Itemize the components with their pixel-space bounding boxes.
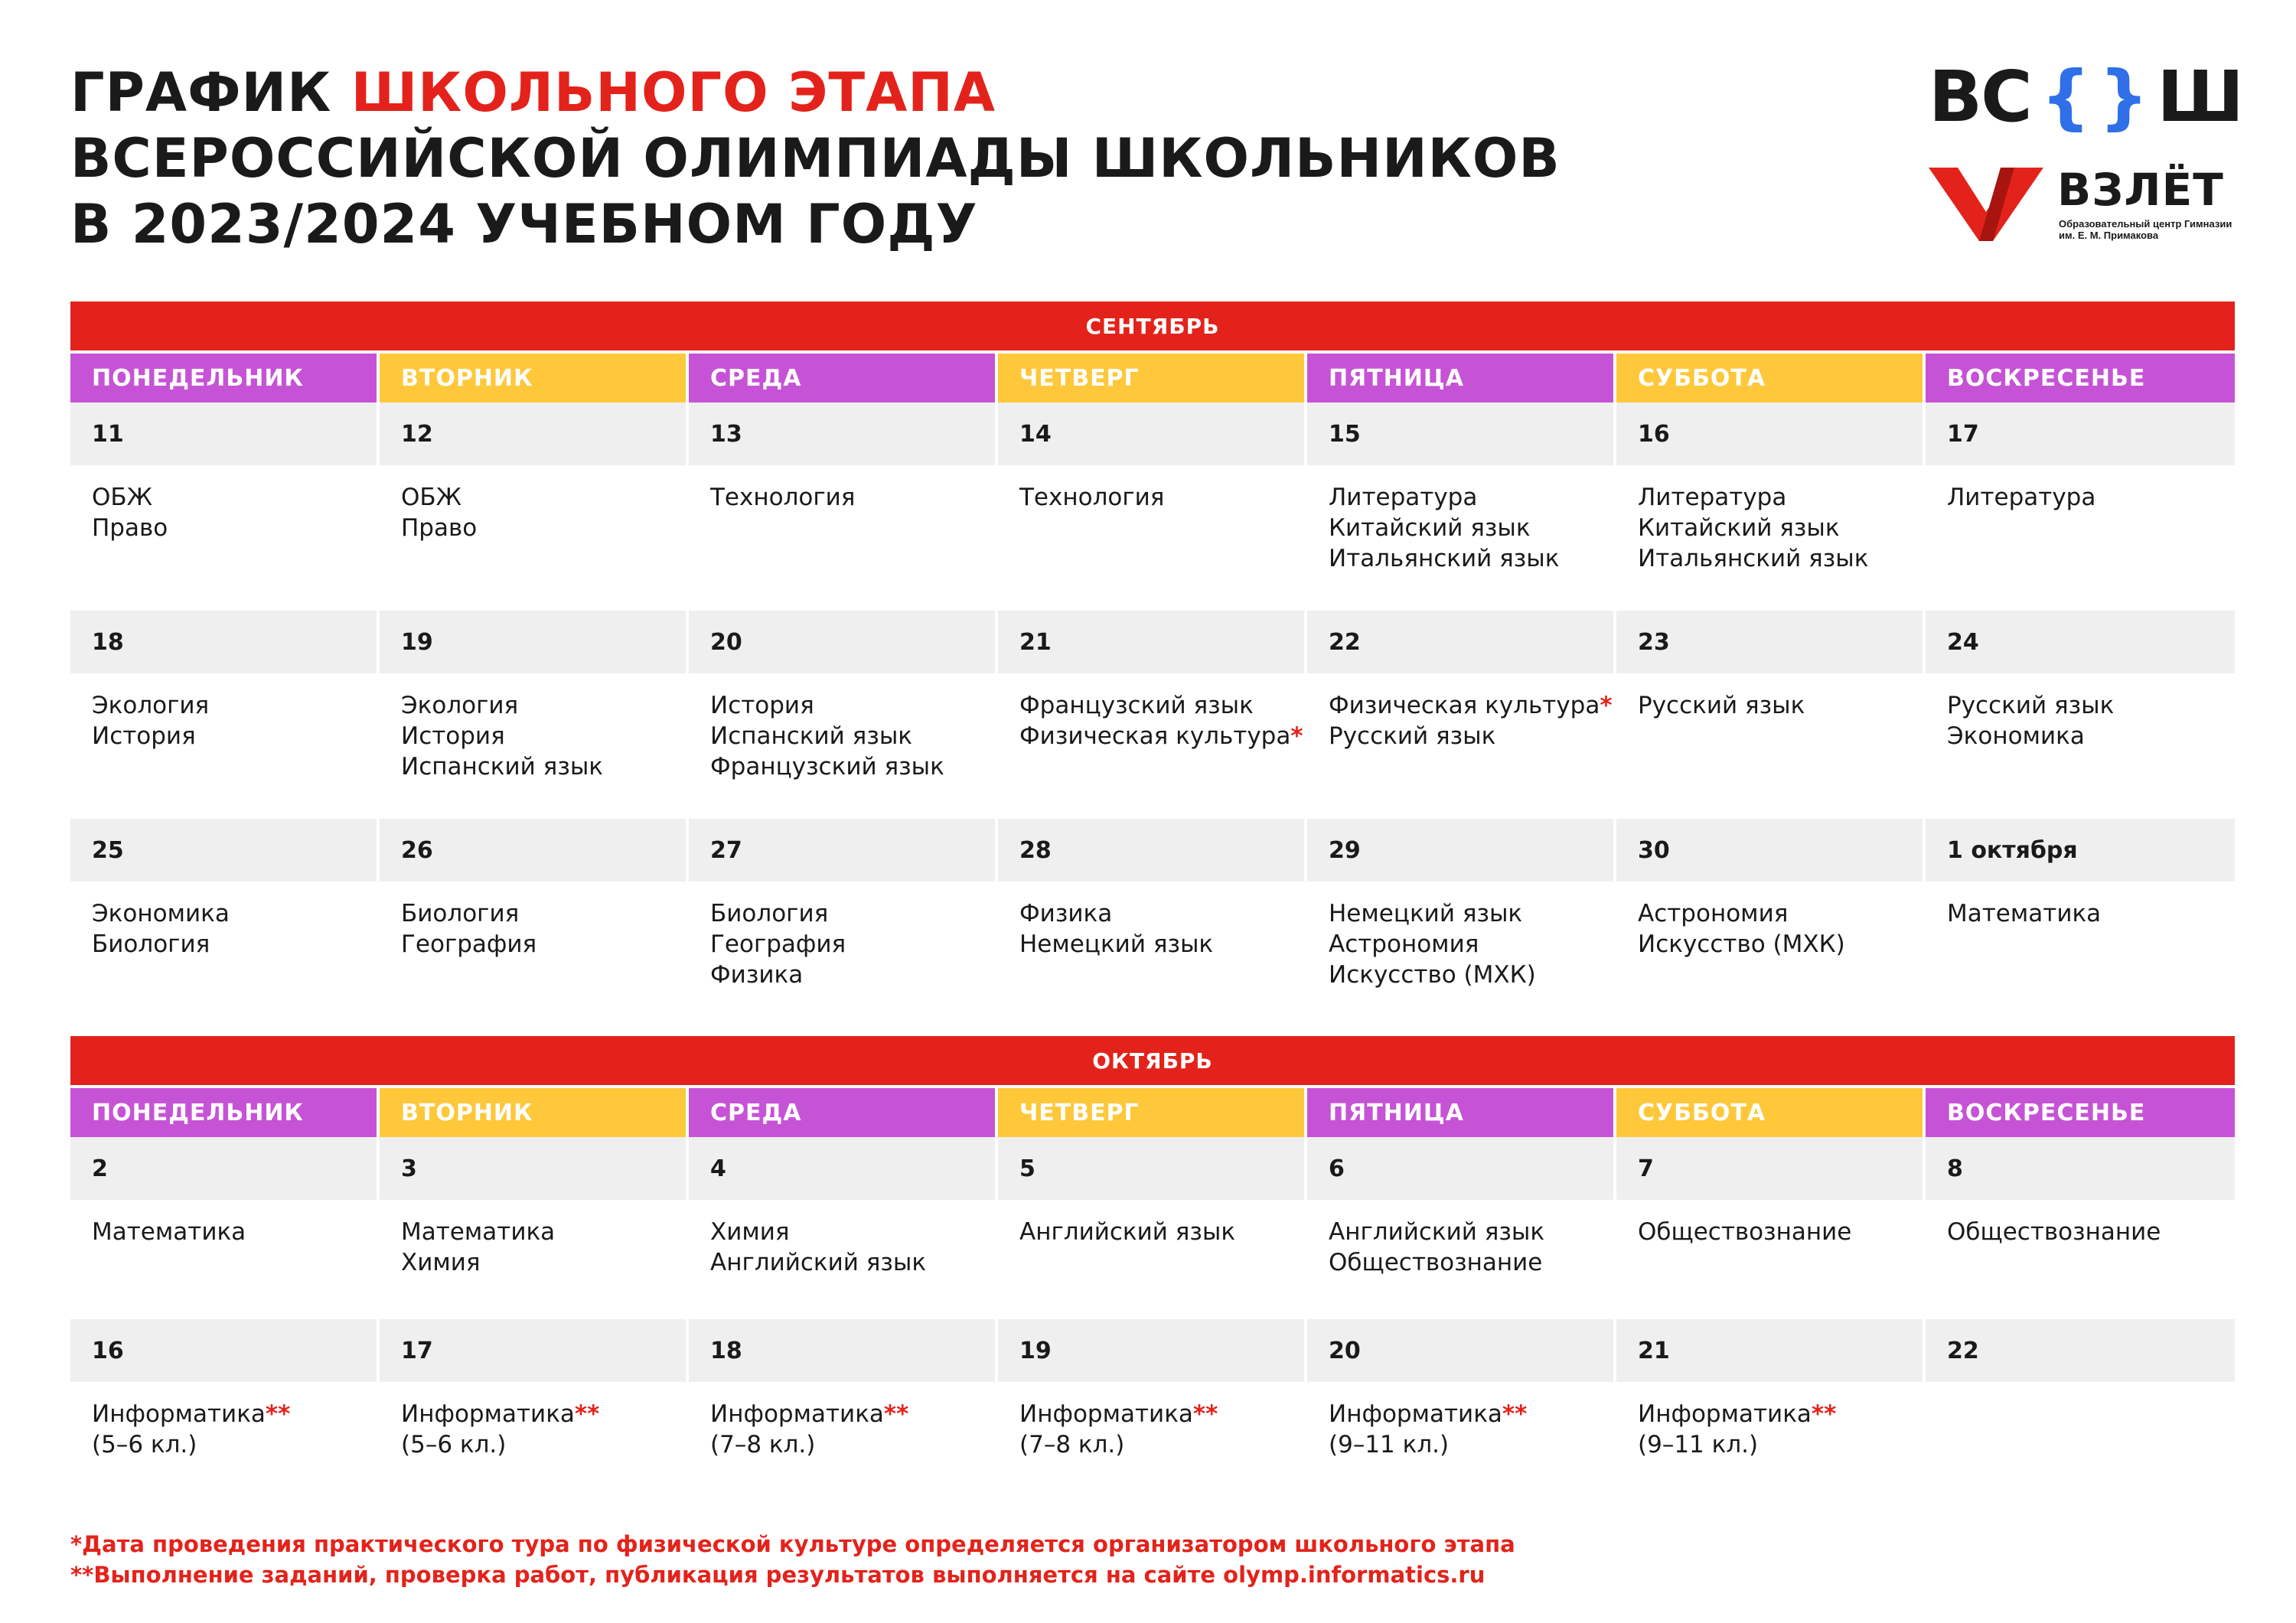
day-date: 21 — [1616, 1319, 1923, 1382]
day-date: 16 — [70, 1319, 377, 1382]
subject-item — [1638, 898, 1923, 929]
weekday-header: ВТОРНИК — [380, 354, 686, 402]
calendar-day — [689, 819, 995, 1030]
calendar-day — [1926, 402, 2235, 611]
calendar-day — [70, 1319, 377, 1495]
title-line-1-highlight: ШКОЛЬНОГО ЭТАПА — [351, 61, 996, 124]
day-subjects — [1616, 673, 1923, 721]
day-date: 22 — [1926, 1319, 2235, 1382]
subject-item — [710, 1217, 995, 1247]
vsosh-logo-left: ВС — [1929, 56, 2031, 138]
calendar-day — [689, 1319, 995, 1495]
day-date: 24 — [1926, 611, 2235, 673]
subject-name: Право — [401, 514, 478, 542]
day-subjects — [1926, 882, 2235, 929]
october-weeks — [70, 1137, 2235, 1495]
footnote-marker: ** — [265, 1400, 291, 1428]
subject-name: (9–11 кл.) — [1638, 1431, 1759, 1458]
calendar-day — [380, 819, 686, 1030]
subject-item — [1947, 482, 2235, 513]
day-subjects — [70, 1200, 377, 1247]
calendar-day — [380, 1137, 686, 1319]
calendar-day — [1307, 1319, 1613, 1495]
subject-item — [710, 1429, 995, 1460]
month-bar-september: СЕНТЯБРЬ — [70, 301, 2235, 350]
subject-name: Литература — [1329, 484, 1478, 511]
subject-item — [1638, 1217, 1923, 1247]
vsosh-logo-brace-close: } — [2099, 56, 2148, 138]
subject-name: Физика — [710, 961, 804, 989]
day-date: 3 — [380, 1137, 686, 1200]
subject-item — [1638, 1399, 1923, 1429]
day-subjects — [1926, 1200, 2235, 1247]
day-date: 18 — [70, 611, 377, 673]
weekday-header: ПОНЕДЕЛЬНИК — [70, 1088, 377, 1137]
calendar-day — [1307, 611, 1613, 819]
subject-name: Экология — [92, 692, 210, 719]
subject-item — [710, 929, 995, 960]
day-subjects — [689, 673, 995, 782]
day-subjects — [1926, 673, 2235, 751]
calendar-day — [1307, 1137, 1613, 1319]
subject-name: Литература — [1947, 484, 2096, 511]
day-subjects — [998, 1200, 1304, 1247]
calendar-day — [1307, 819, 1613, 1030]
subject-name: Математика — [1947, 900, 2102, 927]
subject-item — [710, 1399, 995, 1429]
subject-name: Обществознание — [1329, 1249, 1543, 1276]
day-date: 15 — [1307, 402, 1613, 465]
footnotes — [70, 1529, 1515, 1590]
subject-name: Русский язык — [1329, 722, 1496, 750]
subject-name: Итальянский язык — [1329, 545, 1560, 572]
subject-item — [710, 960, 995, 990]
subject-item — [401, 751, 686, 782]
day-subjects — [70, 882, 377, 960]
subject-name: Английский язык — [710, 1249, 927, 1276]
footnote-marker: ** — [1811, 1400, 1837, 1428]
day-subjects — [998, 673, 1304, 751]
subject-item — [710, 751, 995, 782]
calendar-day — [1926, 1137, 2235, 1319]
weekday-header-row — [70, 1088, 2235, 1137]
footnote-marker: ** — [1192, 1400, 1218, 1428]
subject-item — [1019, 1217, 1304, 1247]
subject-name: Биология — [401, 900, 520, 927]
subject-item — [401, 1399, 686, 1429]
subject-name: Искусство (МХК) — [1329, 961, 1536, 989]
weekday-header: СУББОТА — [1616, 354, 1923, 402]
subject-name: География — [710, 930, 846, 958]
subject-item — [1329, 1217, 1613, 1247]
vzlet-logo — [1929, 165, 2242, 249]
subject-item — [1329, 543, 1613, 574]
day-date: 20 — [689, 611, 995, 673]
subject-item — [710, 898, 995, 929]
subject-name: Информатика — [1019, 1400, 1193, 1428]
subject-name: История — [710, 692, 814, 719]
calendar-day — [70, 1137, 377, 1319]
calendar-day — [70, 611, 377, 819]
september-calendar — [70, 301, 2235, 1030]
subject-item — [1019, 1429, 1304, 1460]
subject-name: Экономика — [1947, 722, 2085, 750]
subject-item — [1638, 543, 1923, 574]
calendar-day — [998, 819, 1304, 1030]
footnote-marker: ** — [574, 1400, 600, 1428]
calendar-day — [380, 1319, 686, 1495]
subject-item — [401, 898, 686, 929]
calendar-day — [1926, 819, 2235, 1030]
subject-name: Итальянский язык — [1638, 545, 1869, 572]
day-date: 19 — [380, 611, 686, 673]
weekday-header: ПЯТНИЦА — [1307, 1088, 1613, 1137]
weekday-header: ВОСКРЕСЕНЬЕ — [1926, 1088, 2235, 1137]
subject-name: Китайский язык — [1329, 514, 1531, 542]
day-subjects — [70, 465, 377, 543]
day-date: 17 — [380, 1319, 686, 1382]
calendar-day — [998, 1319, 1304, 1495]
subject-name: Физика — [1019, 900, 1113, 927]
calendar-week — [70, 1319, 2235, 1495]
vzlet-check-icon — [1929, 168, 2043, 241]
day-subjects — [689, 1200, 995, 1278]
subject-name: Обществознание — [1947, 1218, 2161, 1246]
september-weeks — [70, 402, 2235, 1030]
subject-item — [710, 690, 995, 721]
title-line-3: В 2023/2024 УЧЕБНОМ ГОДУ — [70, 193, 978, 256]
subject-name: Экология — [401, 692, 519, 719]
weekday-header: СРЕДА — [689, 354, 995, 402]
day-subjects — [1616, 1382, 1923, 1460]
day-subjects — [1926, 465, 2235, 513]
day-date: 18 — [689, 1319, 995, 1382]
day-date: 22 — [1307, 611, 1613, 673]
subject-item — [1638, 482, 1923, 513]
footnote-informatics: **Выполнение заданий, проверка работ, публикация результатов выполняется на сайте olymp.informatics.ru — [70, 1562, 1486, 1588]
calendar-day — [1616, 402, 1923, 611]
subject-item — [1329, 482, 1613, 513]
subject-item — [401, 721, 686, 751]
day-date: 30 — [1616, 819, 1923, 882]
subject-name: Немецкий язык — [1019, 930, 1214, 958]
subject-item — [92, 690, 377, 721]
subject-name: Технология — [710, 484, 856, 511]
title-line-1-prefix: ГРАФИК — [70, 61, 351, 124]
subject-item — [710, 721, 995, 751]
calendar-day — [1616, 819, 1923, 1030]
weekday-header: ЧЕТВЕРГ — [998, 1088, 1304, 1137]
subject-item — [401, 929, 686, 960]
day-subjects — [1307, 673, 1613, 751]
day-date: 26 — [380, 819, 686, 882]
day-subjects — [70, 1382, 377, 1460]
day-date: 21 — [998, 611, 1304, 673]
day-date: 2 — [70, 1137, 377, 1200]
subject-name: (5–6 кл.) — [401, 1431, 507, 1458]
day-subjects — [1616, 1200, 1923, 1247]
day-subjects — [1926, 1382, 2235, 1399]
subject-name: Физическая культура — [1329, 692, 1600, 719]
day-subjects — [380, 1382, 686, 1460]
calendar-day — [998, 1137, 1304, 1319]
day-subjects — [998, 1382, 1304, 1460]
day-date: 17 — [1926, 402, 2235, 465]
vsosh-logo-right: Ш — [2157, 56, 2242, 138]
page-title — [70, 60, 1561, 257]
subject-name: Астрономия — [1329, 930, 1479, 958]
subject-name: История — [92, 722, 196, 750]
subject-name: Испанский язык — [401, 753, 604, 781]
subject-item — [92, 898, 377, 929]
subject-name: Математика — [92, 1218, 246, 1246]
day-subjects — [1307, 1200, 1613, 1278]
calendar-day — [689, 611, 995, 819]
vzlet-logo-subtitle: Образовательный центр Гимназии им. Е. М. Примакова — [2059, 218, 2232, 241]
subject-item — [1329, 1247, 1613, 1278]
vzlet-logo-name: ВЗЛЁТ — [2057, 164, 2224, 216]
subject-item — [1019, 690, 1304, 721]
subject-name: Обществознание — [1638, 1218, 1852, 1246]
subject-item — [1947, 690, 2235, 721]
subject-item — [92, 1429, 377, 1460]
calendar-week — [70, 611, 2235, 819]
subject-item — [1019, 898, 1304, 929]
day-subjects — [1307, 1382, 1613, 1460]
subject-item — [92, 482, 377, 513]
subject-name: Русский язык — [1638, 692, 1805, 719]
weekday-header: ПЯТНИЦА — [1307, 354, 1613, 402]
subject-item — [1329, 513, 1613, 543]
subject-name: Информатика — [92, 1400, 266, 1428]
calendar-day — [689, 402, 995, 611]
weekday-header: ВТОРНИК — [380, 1088, 686, 1137]
calendar-day — [1616, 1319, 1923, 1495]
footnote-physical-education: *Дата проведения практического тура по физической культуре определяется организатором школьного этапа — [70, 1531, 1515, 1557]
subject-name: Право — [92, 514, 168, 542]
calendar-day — [689, 1137, 995, 1319]
day-date: 8 — [1926, 1137, 2235, 1200]
subject-name: ОБЖ — [92, 484, 153, 511]
month-bar-october: ОКТЯБРЬ — [70, 1036, 2235, 1085]
subject-item — [92, 513, 377, 543]
subject-name: Французский язык — [1019, 692, 1254, 719]
subject-item — [1638, 1429, 1923, 1460]
day-subjects — [998, 465, 1304, 513]
title-line-2: ВСЕРОССИЙСКОЙ ОЛИМПИАДЫ ШКОЛЬНИКОВ — [70, 127, 1561, 190]
subject-name: Английский язык — [1329, 1218, 1545, 1246]
calendar-day — [380, 611, 686, 819]
subject-item — [1638, 929, 1923, 960]
calendar-day — [1926, 1319, 2235, 1495]
day-subjects — [380, 1200, 686, 1278]
day-subjects — [998, 882, 1304, 960]
subject-item — [1329, 1399, 1613, 1429]
subject-name: Испанский язык — [710, 722, 913, 750]
subject-name: Французский язык — [710, 753, 944, 781]
calendar-day — [1307, 402, 1613, 611]
subject-item — [710, 482, 995, 513]
subject-name: Информатика — [710, 1400, 884, 1428]
calendar-day — [998, 402, 1304, 611]
day-subjects — [380, 465, 686, 543]
weekday-header: ПОНЕДЕЛЬНИК — [70, 354, 377, 402]
subject-name: (5–6 кл.) — [92, 1431, 197, 1458]
weekday-header: ЧЕТВЕРГ — [998, 354, 1304, 402]
vsosh-logo — [1929, 56, 2242, 138]
subject-item — [1329, 960, 1613, 990]
subject-name: Информатика — [1638, 1400, 1812, 1428]
subject-name: Химия — [710, 1218, 790, 1246]
subject-item — [92, 929, 377, 960]
weekday-header: СУББОТА — [1616, 1088, 1923, 1137]
calendar-week — [70, 402, 2235, 611]
footnote-marker: * — [1290, 722, 1303, 750]
subject-name: Искусство (МХК) — [1638, 930, 1845, 958]
subject-item — [1329, 898, 1613, 929]
subject-name: Биология — [92, 930, 210, 958]
day-date: 25 — [70, 819, 377, 882]
subject-item — [1638, 513, 1923, 543]
weekday-header: ВОСКРЕСЕНЬЕ — [1926, 354, 2235, 402]
subject-name: (7–8 кл.) — [710, 1431, 816, 1458]
day-subjects — [380, 882, 686, 960]
day-date: 7 — [1616, 1137, 1923, 1200]
subject-name: Китайский язык — [1638, 514, 1840, 542]
day-date: 11 — [70, 402, 377, 465]
subject-name: Русский язык — [1947, 692, 2115, 719]
subject-item — [92, 1399, 377, 1429]
subject-name: Биология — [710, 900, 829, 927]
subject-name: Немецкий язык — [1329, 900, 1523, 927]
subject-name: Астрономия — [1638, 900, 1789, 927]
subject-item — [1019, 1399, 1304, 1429]
subject-item — [401, 690, 686, 721]
footnote-marker: ** — [883, 1400, 909, 1428]
day-date: 28 — [998, 819, 1304, 882]
subject-item — [1019, 721, 1304, 751]
subject-item — [401, 1217, 686, 1247]
day-date: 4 — [689, 1137, 995, 1200]
day-date: 14 — [998, 402, 1304, 465]
day-subjects — [689, 465, 995, 513]
subject-item — [92, 721, 377, 751]
day-subjects — [1307, 465, 1613, 574]
day-subjects — [1307, 882, 1613, 990]
subject-item — [1019, 482, 1304, 513]
day-date: 1 октября — [1926, 819, 2235, 882]
day-subjects — [380, 673, 686, 782]
calendar-week — [70, 1137, 2235, 1319]
subject-item — [401, 513, 686, 543]
calendar-day — [1926, 611, 2235, 819]
subject-name: (9–11 кл.) — [1329, 1431, 1450, 1458]
subject-item — [401, 482, 686, 513]
weekday-header: СРЕДА — [689, 1088, 995, 1137]
subject-name: Экономика — [92, 900, 230, 927]
subject-name: Химия — [401, 1249, 481, 1276]
subject-item — [401, 1429, 686, 1460]
day-subjects — [689, 882, 995, 990]
subject-name: Технология — [1019, 484, 1165, 511]
subject-item — [92, 1217, 377, 1247]
subject-name: Информатика — [401, 1400, 575, 1428]
day-subjects — [1616, 465, 1923, 574]
subject-item — [1947, 898, 2235, 929]
subject-item — [1329, 1429, 1613, 1460]
day-date: 16 — [1616, 402, 1923, 465]
calendar-week — [70, 819, 2235, 1030]
day-date: 19 — [998, 1319, 1304, 1382]
day-date: 12 — [380, 402, 686, 465]
calendar-day — [70, 819, 377, 1030]
subject-name: Информатика — [1329, 1400, 1502, 1428]
calendar-day — [998, 611, 1304, 819]
day-date: 27 — [689, 819, 995, 882]
subject-name: ОБЖ — [401, 484, 462, 511]
subject-item — [1329, 721, 1613, 751]
subject-item — [1329, 929, 1613, 960]
calendar-day — [1616, 1137, 1923, 1319]
subject-item — [1638, 690, 1923, 721]
day-date: 5 — [998, 1137, 1304, 1200]
subject-item — [1947, 1217, 2235, 1247]
subject-name: (7–8 кл.) — [1019, 1431, 1125, 1458]
day-subjects — [70, 673, 377, 751]
subject-name: Литература — [1638, 484, 1787, 511]
weekday-header-row — [70, 354, 2235, 402]
subject-item — [1019, 929, 1304, 960]
footnote-marker: ** — [1502, 1400, 1528, 1428]
title-line-1 — [70, 60, 1561, 125]
subject-name: География — [401, 930, 537, 958]
subject-name: История — [401, 722, 505, 750]
calendar-day — [1616, 611, 1923, 819]
footnote-marker: * — [1600, 692, 1613, 719]
october-calendar — [70, 1036, 2235, 1495]
day-subjects — [689, 1382, 995, 1460]
subject-name: Английский язык — [1019, 1218, 1236, 1246]
day-subjects — [1616, 882, 1923, 960]
subject-item — [1947, 721, 2235, 751]
day-date: 29 — [1307, 819, 1613, 882]
day-date: 13 — [689, 402, 995, 465]
subject-item — [401, 1247, 686, 1278]
subject-item — [710, 1247, 995, 1278]
calendar-day — [380, 402, 686, 611]
day-date: 6 — [1307, 1137, 1613, 1200]
day-date: 23 — [1616, 611, 1923, 673]
calendar-day — [70, 402, 377, 611]
day-date: 20 — [1307, 1319, 1613, 1382]
subject-name: Физическая культура — [1019, 722, 1291, 750]
vsosh-logo-brace-open: { — [2040, 56, 2089, 138]
subject-name: Математика — [401, 1218, 556, 1246]
subject-item — [1329, 690, 1613, 721]
